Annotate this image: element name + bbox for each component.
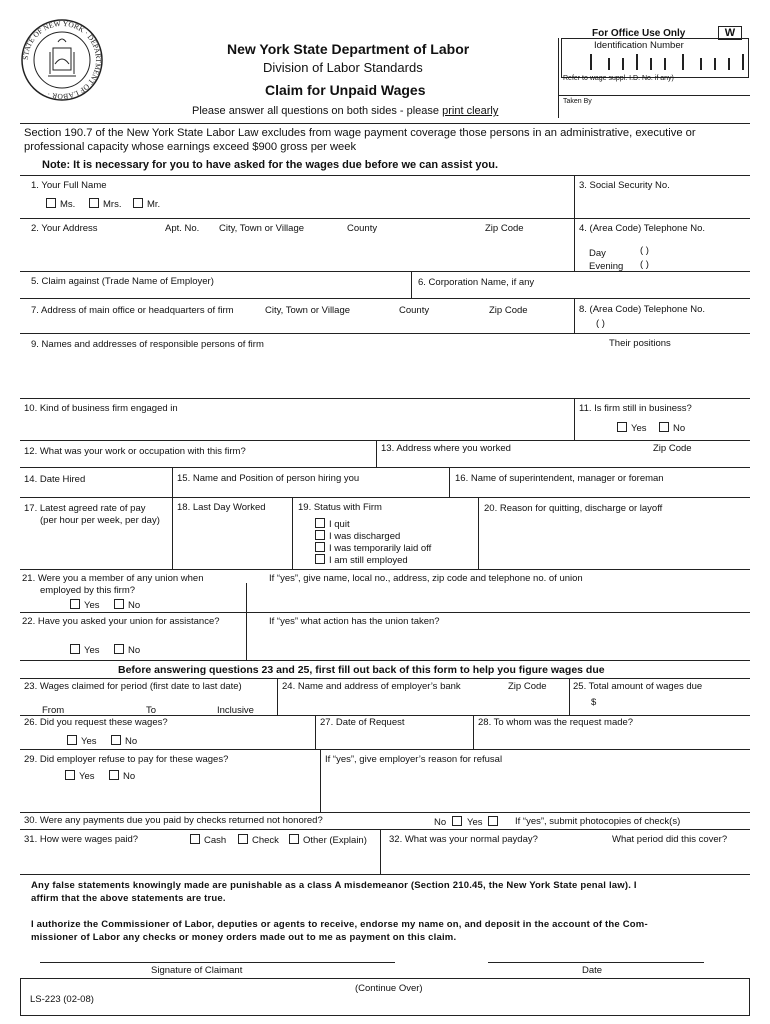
dollar-sign: $ bbox=[591, 697, 597, 708]
q7-label: 7. Address of main office or headquarters of firm bbox=[31, 305, 234, 316]
title-mrs-option[interactable]: Mrs. bbox=[89, 198, 121, 210]
q17-sub-label: (per hour per week, per day) bbox=[40, 515, 160, 526]
q7-city-label: City, Town or Village bbox=[265, 305, 351, 316]
employed-checkbox[interactable] bbox=[315, 554, 325, 564]
q16-label: 16. Name of superintendent, manager or foreman bbox=[455, 473, 664, 484]
day-label: Day bbox=[589, 248, 606, 259]
q26-no-option[interactable]: No bbox=[111, 735, 137, 747]
q18-label: 18. Last Day Worked bbox=[177, 502, 266, 513]
q19-label: 19. Status with Firm bbox=[298, 502, 382, 513]
evening-area-code: ( ) bbox=[640, 259, 649, 270]
q22-no-option[interactable]: No bbox=[114, 644, 140, 656]
status-employed-option[interactable]: I am still employed bbox=[315, 554, 408, 566]
form-title: Claim for Unpaid Wages bbox=[265, 82, 426, 98]
q9-label: 9. Names and addresses of responsible persons of firm bbox=[31, 339, 264, 350]
q28-label: 28. To whom was the request made? bbox=[478, 717, 634, 728]
q32-label: 32. What was your normal payday? bbox=[389, 834, 538, 845]
id-number-label: Identification Number bbox=[594, 40, 684, 51]
cash-checkbox[interactable] bbox=[190, 834, 200, 844]
q21-no-checkbox[interactable] bbox=[114, 599, 124, 609]
q11-no-option[interactable]: No bbox=[659, 422, 685, 434]
title-ms-option[interactable]: Ms. bbox=[46, 198, 75, 210]
status-laidoff-option[interactable]: I was temporarily laid off bbox=[315, 542, 431, 554]
nys-seal-image bbox=[20, 18, 104, 102]
q31-label: 31. How were wages paid? bbox=[24, 834, 139, 845]
refer-label: Refer to wage suppl. I.D. No. if any) bbox=[563, 75, 674, 82]
note-text: Note: It is necessary for you to have asked for the wages due before we can assist you. bbox=[42, 159, 499, 171]
q30-no-option[interactable]: No bbox=[434, 816, 466, 828]
q22-no-checkbox[interactable] bbox=[114, 644, 124, 654]
q3-label: 3. Social Security No. bbox=[579, 180, 670, 191]
q29-no-checkbox[interactable] bbox=[109, 770, 119, 780]
authorization-line2: missioner of Labor any checks or money orders made out to me as payment on this claim. bbox=[31, 932, 457, 943]
status-quit-option[interactable]: I quit bbox=[315, 518, 350, 530]
section-text-line1: Section 190.7 of the New York State Labor Law excludes from wage payment coverage those persons in an administrative, executive or bbox=[24, 127, 696, 139]
to-label: To bbox=[146, 705, 157, 716]
q6-label: 6. Corporation Name, if any bbox=[418, 277, 535, 288]
q29-yes-checkbox[interactable] bbox=[65, 770, 75, 780]
q7-zip-label: Zip Code bbox=[489, 305, 528, 316]
form-letter-box: W bbox=[718, 26, 742, 40]
taken-by-label: Taken By bbox=[563, 98, 592, 105]
q29-yes-option[interactable]: Yes bbox=[65, 770, 95, 782]
q21-yes-option[interactable]: Yes bbox=[70, 599, 100, 611]
q14-label: 14. Date Hired bbox=[24, 474, 86, 485]
office-use-title: For Office Use Only bbox=[592, 28, 686, 39]
q7-county-label: County bbox=[399, 305, 430, 316]
instruction-line: Please answer all questions on both sides - please print clearly bbox=[192, 105, 499, 117]
evening-label: Evening bbox=[589, 261, 624, 272]
status-discharged-option[interactable]: I was discharged bbox=[315, 530, 400, 542]
ms-checkbox[interactable] bbox=[46, 198, 56, 208]
from-label: From bbox=[42, 705, 65, 716]
q26-no-checkbox[interactable] bbox=[111, 735, 121, 745]
agency-title: New York State Department of Labor bbox=[227, 41, 470, 57]
false-statement-line2: affirm that the above statements are true. bbox=[31, 893, 226, 904]
q4-label: 4. (Area Code) Telephone No. bbox=[579, 223, 706, 234]
discharged-checkbox[interactable] bbox=[315, 530, 325, 540]
q30-yes-option[interactable]: Yes bbox=[467, 816, 502, 828]
q21-no-option[interactable]: No bbox=[114, 599, 140, 611]
q24-label: 24. Name and address of employer’s bank bbox=[282, 681, 461, 692]
q22-if-yes-label: If “yes” what action has the union taken? bbox=[269, 616, 440, 627]
signature-line[interactable] bbox=[40, 962, 395, 963]
q26-yes-checkbox[interactable] bbox=[67, 735, 77, 745]
svg-text:STATE OF NEW YORK · DEPARTMENT: STATE OF NEW YORK · DEPARTMENT OF LABOR · bbox=[20, 18, 104, 102]
county-label: County bbox=[347, 223, 378, 234]
q2-label: 2. Your Address bbox=[31, 223, 98, 234]
q23-label: 23. Wages claimed for period (first date to last date) bbox=[24, 681, 242, 692]
before-answering-note: Before answering questions 23 and 25, first fill out back of this form to help you figure wages due bbox=[118, 664, 605, 676]
title-mr-option[interactable]: Mr. bbox=[133, 198, 160, 210]
day-area-code: ( ) bbox=[640, 245, 649, 256]
q21-if-yes-label: If “yes”, give name, local no., address, zip code and telephone no. of union bbox=[269, 573, 583, 584]
false-statement-line1: Any false statements knowingly made are punishable as a class A misdemeanor (Section 210.45, the New York State penal law). I bbox=[31, 880, 637, 891]
signature-label: Signature of Claimant bbox=[151, 965, 243, 976]
q30-yes-checkbox[interactable] bbox=[488, 816, 498, 826]
q8-label: 8. (Area Code) Telephone No. bbox=[579, 304, 706, 315]
paid-check-option[interactable]: Check bbox=[238, 834, 279, 846]
q15-label: 15. Name and Position of person hiring you bbox=[177, 473, 360, 484]
q30-if-yes-label: If “yes”, submit photocopies of check(s) bbox=[515, 816, 681, 827]
q22-yes-checkbox[interactable] bbox=[70, 644, 80, 654]
inclusive-label: Inclusive bbox=[217, 705, 254, 716]
q21-label: 21. Were you a member of any union when bbox=[22, 573, 204, 584]
city-label: City, Town or Village bbox=[219, 223, 305, 234]
q20-label: 20. Reason for quitting, discharge or layoff bbox=[484, 503, 663, 514]
period-covered-label: What period did this cover? bbox=[612, 834, 728, 845]
paid-cash-option[interactable]: Cash bbox=[190, 834, 226, 846]
zip-label: Zip Code bbox=[485, 223, 524, 234]
q11-label: 11. Is firm still in business? bbox=[579, 403, 692, 414]
q1-label: 1. Your Full Name bbox=[31, 180, 107, 191]
q21-sub-label: employed by this firm? bbox=[40, 585, 136, 596]
q30-no-checkbox[interactable] bbox=[452, 816, 462, 826]
section-text-line2: professional capacity whose earnings exceed $900 gross per week bbox=[24, 141, 357, 153]
q11-no-checkbox[interactable] bbox=[659, 422, 669, 432]
division-title: Division of Labor Standards bbox=[263, 60, 423, 75]
q17-label: 17. Latest agreed rate of pay bbox=[24, 503, 146, 514]
q5-label: 5. Claim against (Trade Name of Employer) bbox=[31, 276, 214, 287]
q26-label: 26. Did you request these wages? bbox=[24, 717, 168, 728]
continue-over-label: (Continue Over) bbox=[355, 983, 423, 994]
q11-yes-checkbox[interactable] bbox=[617, 422, 627, 432]
q29-if-yes-label: If “yes”, give employer’s reason for refusal bbox=[325, 754, 503, 765]
form-number: LS-223 (02-08) bbox=[30, 994, 94, 1005]
authorization-line1: I authorize the Commissioner of Labor, deputies or agents to receive, endorse my name on, and deposit in the account of the Com- bbox=[31, 919, 648, 930]
q26-yes-option[interactable]: Yes bbox=[67, 735, 97, 747]
q29-label: 29. Did employer refuse to pay for these wages? bbox=[24, 754, 229, 765]
q22-yes-option[interactable]: Yes bbox=[70, 644, 100, 656]
q13-label: 13. Address where you worked bbox=[381, 443, 511, 454]
mr-checkbox[interactable] bbox=[133, 198, 143, 208]
check-checkbox[interactable] bbox=[238, 834, 248, 844]
mrs-checkbox[interactable] bbox=[89, 198, 99, 208]
q29-no-option[interactable]: No bbox=[109, 770, 135, 782]
q8-area-code: ( ) bbox=[596, 318, 605, 329]
q13-zip-label: Zip Code bbox=[653, 443, 692, 454]
apt-label: Apt. No. bbox=[165, 223, 200, 234]
q25-label: 25. Total amount of wages due bbox=[573, 681, 703, 692]
q30-label: 30. Were any payments due you paid by checks returned not honored? bbox=[24, 815, 323, 826]
q21-yes-checkbox[interactable] bbox=[70, 599, 80, 609]
quit-checkbox[interactable] bbox=[315, 518, 325, 528]
q11-yes-option[interactable]: Yes bbox=[617, 422, 647, 434]
q24-zip-label: Zip Code bbox=[508, 681, 547, 692]
paid-other-option[interactable]: Other (Explain) bbox=[289, 834, 367, 846]
other-checkbox[interactable] bbox=[289, 834, 299, 844]
date-line[interactable] bbox=[488, 962, 704, 963]
q27-label: 27. Date of Request bbox=[320, 717, 405, 728]
q10-label: 10. Kind of business firm engaged in bbox=[24, 403, 178, 414]
laidoff-checkbox[interactable] bbox=[315, 542, 325, 552]
q22-label: 22. Have you asked your union for assistance? bbox=[22, 616, 220, 627]
q12-label: 12. What was your work or occupation with this firm? bbox=[24, 446, 246, 457]
date-label: Date bbox=[582, 965, 603, 976]
their-positions-label: Their positions bbox=[609, 338, 671, 349]
